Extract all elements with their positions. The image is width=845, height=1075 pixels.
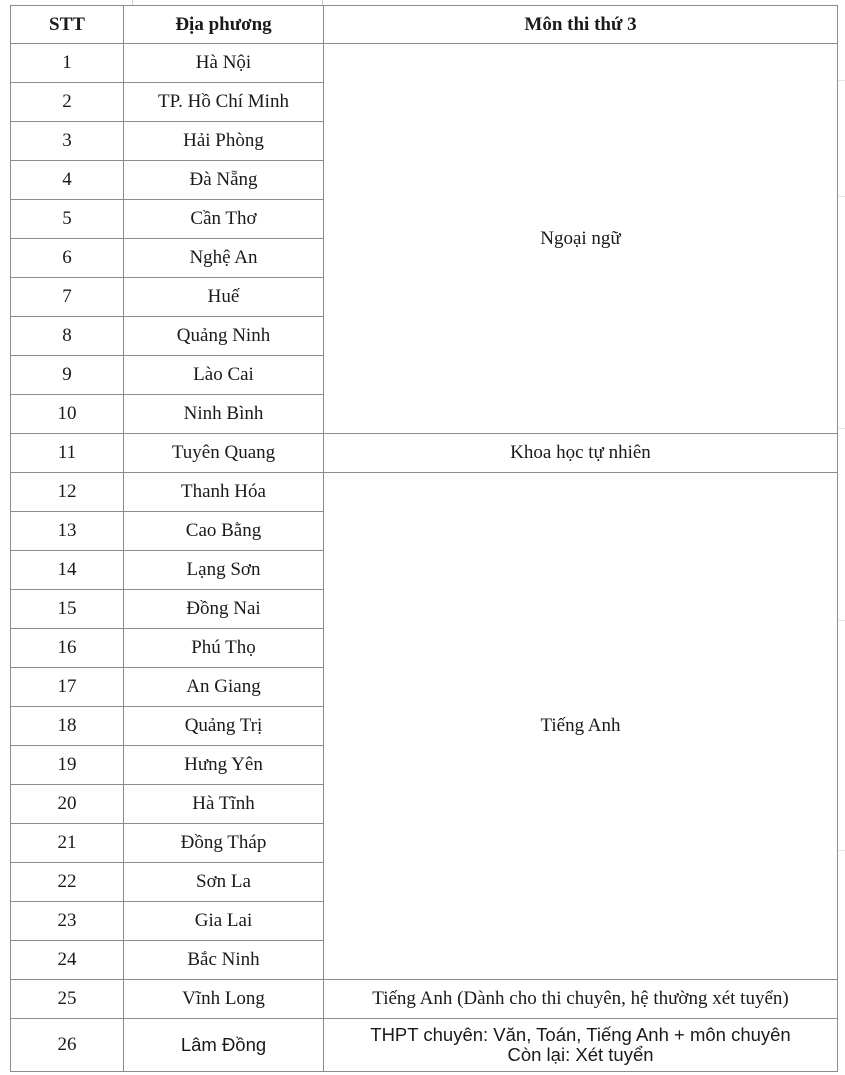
row-stt: 23 <box>11 902 124 941</box>
row-locality: Vĩnh Long <box>124 980 324 1019</box>
row-stt: 26 <box>11 1019 124 1072</box>
row-locality: Đồng Nai <box>124 590 324 629</box>
row-stt: 4 <box>11 161 124 200</box>
row-stt: 19 <box>11 746 124 785</box>
row-stt: 11 <box>11 434 124 473</box>
gridline <box>838 850 845 851</box>
gridline <box>838 196 845 197</box>
subject-vinh-long: Tiếng Anh (Dành cho thi chuyên, hệ thường xét tuyển) <box>324 980 838 1019</box>
row-locality: An Giang <box>124 668 324 707</box>
row-locality: Thanh Hóa <box>124 473 324 512</box>
row-locality: Huế <box>124 278 324 317</box>
row-stt: 1 <box>11 44 124 83</box>
row-locality: Lạng Sơn <box>124 551 324 590</box>
subject-natural-science: Khoa học tự nhiên <box>324 434 838 473</box>
subject-english: Tiếng Anh <box>324 473 838 980</box>
row-stt: 17 <box>11 668 124 707</box>
row-locality: Gia Lai <box>124 902 324 941</box>
row-locality: Cần Thơ <box>124 200 324 239</box>
row-locality: Ninh Bình <box>124 395 324 434</box>
header-stt: STT <box>11 6 124 44</box>
row-locality: Hải Phòng <box>124 122 324 161</box>
row-locality: Cao Bằng <box>124 512 324 551</box>
row-locality: Hà Nội <box>124 44 324 83</box>
row-locality: Đà Nẵng <box>124 161 324 200</box>
row-locality: Tuyên Quang <box>124 434 324 473</box>
row-stt: 9 <box>11 356 124 395</box>
table-row <box>11 980 838 1019</box>
row-stt: 21 <box>11 824 124 863</box>
subject-foreign-language: Ngoại ngữ <box>324 44 838 434</box>
subject-lam-dong-line2: Còn lại: Xét tuyển <box>507 1044 654 1065</box>
row-locality: Phú Thọ <box>124 629 324 668</box>
row-stt: 14 <box>11 551 124 590</box>
table-row <box>11 434 838 473</box>
row-stt: 5 <box>11 200 124 239</box>
row-stt: 8 <box>11 317 124 356</box>
row-locality: Quảng Ninh <box>124 317 324 356</box>
row-stt: 12 <box>11 473 124 512</box>
row-locality: Nghệ An <box>124 239 324 278</box>
row-stt: 7 <box>11 278 124 317</box>
row-locality: Lào Cai <box>124 356 324 395</box>
gridline <box>838 620 845 621</box>
row-stt: 2 <box>11 83 124 122</box>
row-stt: 15 <box>11 590 124 629</box>
row-stt: 22 <box>11 863 124 902</box>
row-stt: 6 <box>11 239 124 278</box>
table-row <box>11 473 838 512</box>
row-stt: 25 <box>11 980 124 1019</box>
gridline <box>838 80 845 81</box>
row-stt: 3 <box>11 122 124 161</box>
row-locality: Hưng Yên <box>124 746 324 785</box>
row-stt: 16 <box>11 629 124 668</box>
right-gridlines <box>838 0 845 1075</box>
row-locality: Hà Tĩnh <box>124 785 324 824</box>
row-stt: 20 <box>11 785 124 824</box>
row-locality: Đồng Tháp <box>124 824 324 863</box>
table-row <box>11 44 838 83</box>
row-stt: 24 <box>11 941 124 980</box>
table-row <box>11 1019 838 1072</box>
header-locality: Địa phương <box>124 6 324 44</box>
header-row <box>11 6 838 44</box>
gridline <box>838 428 845 429</box>
subject-lam-dong <box>324 1019 838 1072</box>
row-locality: Lâm Đồng <box>124 1019 324 1072</box>
row-stt: 18 <box>11 707 124 746</box>
row-locality: Sơn La <box>124 863 324 902</box>
header-subject: Môn thi thứ 3 <box>324 6 838 44</box>
row-locality: Quảng Trị <box>124 707 324 746</box>
exam-subject-table <box>10 5 838 1072</box>
row-stt: 13 <box>11 512 124 551</box>
row-locality: TP. Hồ Chí Minh <box>124 83 324 122</box>
subject-lam-dong-line1: THPT chuyên: Văn, Toán, Tiếng Anh + môn chuyên <box>370 1024 791 1045</box>
row-locality: Bắc Ninh <box>124 941 324 980</box>
row-stt: 10 <box>11 395 124 434</box>
